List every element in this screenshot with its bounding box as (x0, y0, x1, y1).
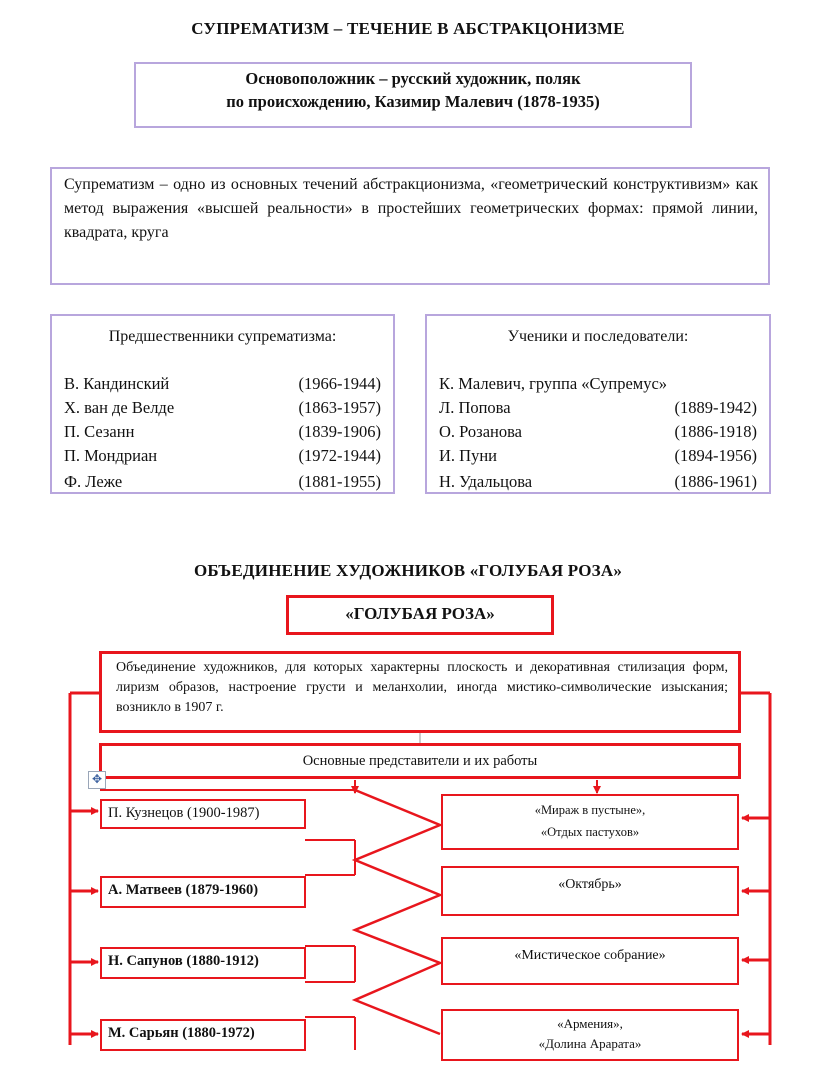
predecessors-title: Предшественники супрематизма: (108, 328, 337, 345)
list-item: П. Мондриан (1972-1944) (64, 446, 381, 465)
blue-rose-description (99, 651, 741, 733)
works-sapunov (441, 937, 739, 985)
blue-rose-box-title: «ГОЛУБАЯ РОЗА» (286, 595, 554, 635)
artist-sapunov: Н. Сапунов (1880-1912) (100, 947, 306, 979)
work-title: «Армения», (557, 1016, 623, 1031)
works-kuznetsov (441, 794, 739, 850)
move-handle-icon[interactable]: ✥ (88, 771, 106, 789)
list-item: И. Пуни (1894-1956) (439, 446, 757, 465)
list-item: О. Розанова (1886-1918) (439, 422, 757, 441)
founder-line-1: Основоположник – русский художник, поляк (245, 69, 581, 88)
followers-title: Ученики и последователи: (507, 328, 689, 345)
founder-line-2: по происхождению, Казимир Малевич (1878-1935) (226, 92, 600, 111)
list-item: Л. Попова (1889-1942) (439, 398, 757, 417)
list-item: В. Кандинский (1966-1944) (64, 374, 381, 393)
work-title: «Октябрь» (558, 877, 622, 892)
list-item: Х. ван де Велде (1863-1957) (64, 398, 381, 417)
blue-rose-title: ОБЪЕДИНЕНИЕ ХУДОЖНИКОВ «ГОЛУБАЯ РОЗА» (193, 561, 623, 580)
list-item: Н. Удальцова (1886-1961) (439, 472, 757, 491)
blue-rose-description-text: Объединение художников, для которых характерны плоскость и декоративная стилизация форм, лиризм образов, настроение грусти и меланхолии, иногда мистико-символические изыскания; возникло в 1907 г. (116, 660, 728, 715)
work-title: «Долина Арарата» (538, 1036, 642, 1051)
work-title: «Мистическое собрание» (514, 948, 666, 963)
list-item: Ф. Леже (1881-1955) (64, 472, 381, 491)
representatives-label: Основные представители и их работы (99, 743, 741, 779)
list-item: К. Малевич, группа «Супремус» (439, 374, 668, 393)
works-matveev (441, 866, 739, 916)
suprematism-title: СУПРЕМАТИЗМ – ТЕЧЕНИЕ В АБСТРАКЦОНИЗМЕ (191, 19, 625, 38)
definition-text: Супрематизм – одно из основных течений абстракционизма, «геометрический конструктивизм» как метод выражения «высшей реальности» в простейших геометрических формах: прямой линии, квадрата, круга (64, 176, 758, 241)
list-item: П. Сезанн (1839-1906) (64, 422, 381, 441)
artist-kuznetsov: П. Кузнецов (1900-1987) (100, 799, 306, 829)
work-title: «Отдых пастухов» (540, 825, 640, 839)
artist-matveev: А. Матвеев (1879-1960) (100, 876, 306, 908)
work-title: «Мираж в пустыне», (534, 803, 646, 817)
artist-saryan: М. Сарьян (1880-1972) (100, 1019, 306, 1051)
works-saryan (441, 1009, 739, 1061)
